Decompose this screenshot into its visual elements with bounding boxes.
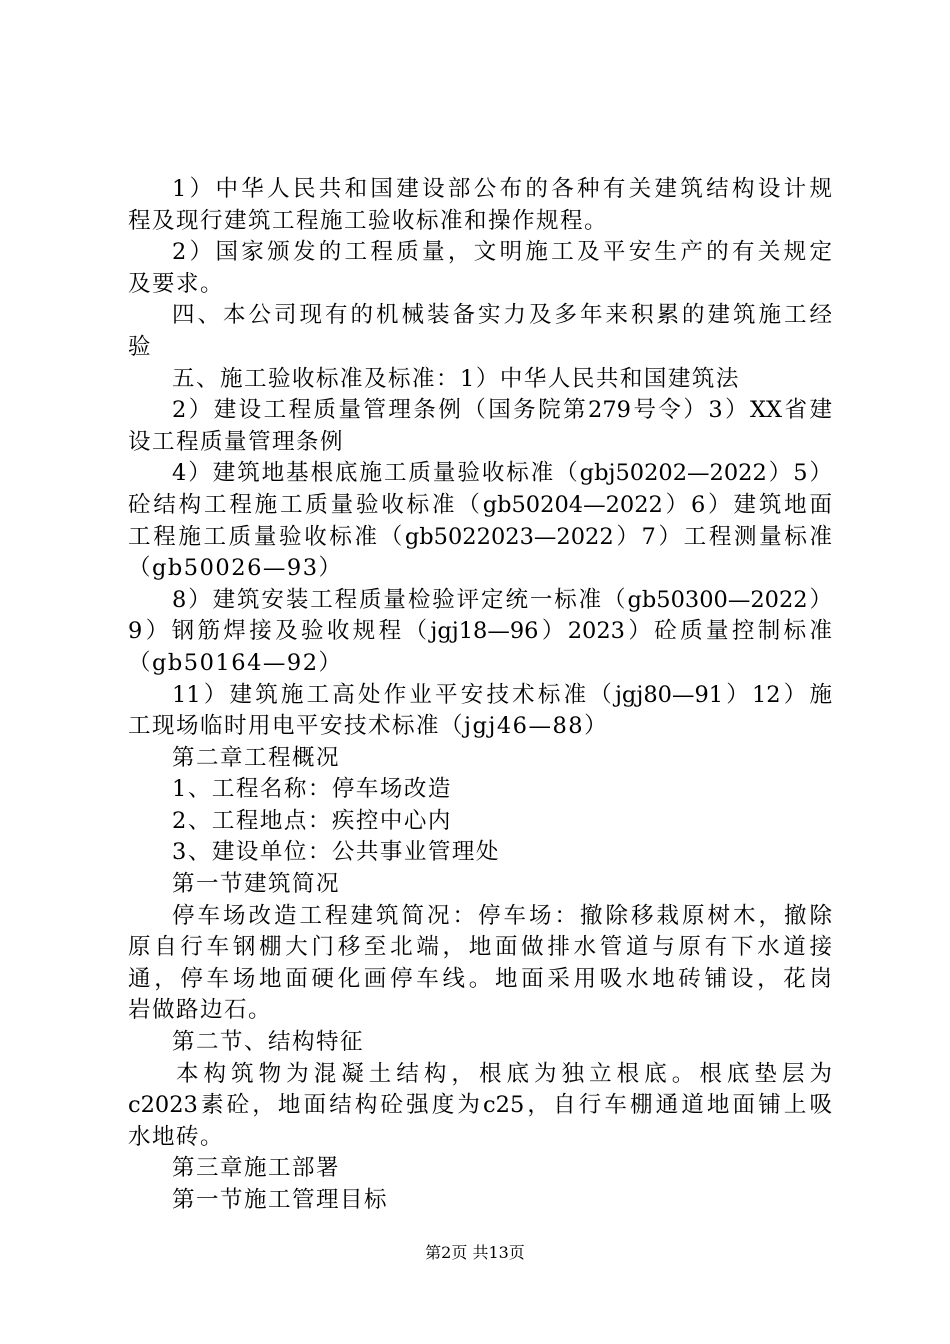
text-line: 程及现行建筑工程施工验收标准和操作规程。 [128,207,609,234]
text-line: 停车场改造工程建筑简况：停车场：撤除移栽原树木，撤除 [172,902,832,929]
text-line: 砼结构工程施工质量验收标准（gb50204—2022）6）建筑地面 [128,491,832,518]
chapter-heading: 第三章施工部署 [172,1155,341,1182]
text-line: 1）中华人民共和国建设部公布的各种有关建筑结构设计规 [172,176,832,202]
text-line: 8）建筑安装工程质量检验评定统一标准（gb50300—2022） [172,586,832,613]
text-line: 11）建筑施工高处作业平安技术标准（jgj80—91）12）施 [172,681,832,708]
text-line: 五、施工验收标准及标准：1）中华人民共和国建筑法 [172,365,740,392]
text-line: 1、工程名称：停车场改造 [172,776,452,803]
text-line: 3、建设单位：公共事业管理处 [172,839,500,866]
text-line: 本构筑物为混凝土结构，根底为独立根底。根底垫层为 [176,1060,832,1087]
text-line: 及要求。 [128,270,225,297]
text-line: 水地砖。 [128,1123,225,1150]
text-line: 工程施工质量验收标准（gb5022023—2022）7）工程测量标准 [128,523,832,550]
text-line: 岩做路边石。 [128,997,273,1024]
section-heading: 第一节施工管理目标 [172,1187,389,1213]
section-heading: 第一节建筑简况 [172,871,341,898]
text-line: 原自行车钢棚大门移至北端，地面做排水管道与原有下水道接 [128,934,832,961]
text-line: 4）建筑地基根底施工质量验收标准（gbj50202—2022）5） [172,460,832,487]
text-line: （gb50026—93） [128,555,343,582]
text-line: 工现场临时用电平安技术标准（jgj46—88） [128,713,609,740]
text-line: 9）钢筋焊接及验收规程（jgj18—96）2023）砼质量控制标准 [128,618,832,645]
text-line: 验 [128,333,153,360]
document-body [128,174,832,1217]
page-number-footer: 第2页 共13页 [425,1243,525,1262]
text-line: 设工程质量管理条例 [128,428,345,455]
text-line: c2023素砼，地面结构砼强度为c25，自行车棚通道地面铺上吸 [128,1092,832,1119]
text-line: （gb50164—92） [128,649,343,676]
section-heading: 第二节、结构特征 [172,1029,365,1056]
text-line: 四、本公司现有的机械装备实力及多年来积累的建筑施工经 [172,302,832,329]
text-line: 通，停车场地面硬化画停车线。地面采用吸水地砖铺设，花岗 [128,965,832,992]
text-line: 2）国家颁发的工程质量，文明施工及平安生产的有关规定 [172,239,832,266]
text-line: 2）建设工程质量管理条例（国务院第279号令）3）XX省建 [172,397,832,424]
chapter-heading: 第二章工程概况 [172,744,341,771]
text-line: 2、工程地点：疾控中心内 [172,807,452,834]
